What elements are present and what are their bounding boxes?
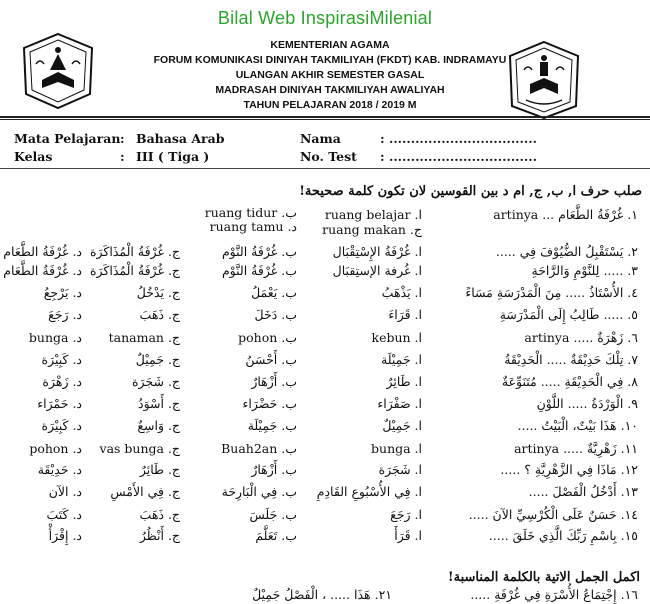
option-a: ا. قَرَاءَ — [388, 307, 422, 322]
section2-instruction: اكمل الجمل الاتية بالكلمة المناسبة! — [447, 570, 640, 585]
option-c: ج. غُرْفَةُ الْمُذَاكَرَة — [89, 244, 180, 259]
subject-label: Mata Pelajaran — [14, 131, 121, 146]
question-16: ١٦. إِجْتِمَاعُ الأُسْرَةِ فِي غُرْفَةِ ..... — [470, 587, 638, 602]
option-b: ب. غُرْفَةُ النَّوْم — [221, 244, 297, 259]
option-c: ج. ذَهَبَ — [139, 307, 180, 322]
question-text: ٩. الْوَرْدَةُ ..... اللَّوْنِ — [536, 396, 638, 411]
option-b: ب. Buah2an — [221, 441, 297, 456]
name-field: : .................................. — [380, 131, 537, 146]
test-number-label: No. Test — [300, 149, 357, 164]
header-line-forum: FORUM KOMUNIKASI DINIYAH TAKMILIYAH (FKDT) KAB. INDRAMAYU — [153, 54, 507, 66]
header-divider-thin — [0, 119, 650, 120]
option-d: د. حَمْرَاء — [37, 396, 82, 411]
watermark-text: Bilal Web InspirasiMilenial — [217, 8, 433, 28]
question-text: ١٠. هَذَا بَيْتٌ، الْبَيْتُ ..... — [517, 418, 638, 433]
class-label: Kelas — [14, 149, 53, 164]
question-text: ٢. يَسْتَقْبِلُ الضُّيُوْفَ فِي ..... — [495, 244, 638, 259]
option-d: د. يَرْجِعُ — [43, 285, 82, 300]
info-divider — [0, 168, 650, 169]
name-label: Nama — [300, 131, 341, 146]
option-a: ا. غُرْفَةُ الإِسْتِقْبَال — [332, 244, 422, 259]
option-b: ب. pohon — [238, 330, 297, 345]
subject-sep: : — [120, 131, 125, 146]
option-c: ج. وَاسِعٌ — [137, 418, 180, 433]
kemenag-logo — [20, 30, 96, 110]
option-b: ب. حَضْرَاء — [242, 396, 297, 411]
option-a: ا. رَجَعَ — [390, 507, 422, 522]
option-b: ب. أَزْهَارٌ — [251, 462, 297, 477]
option-b: ب. ruang tidur — [204, 205, 297, 220]
option-a: ا. جَمِيْلَة — [381, 352, 422, 367]
question-text: ٦. زَهْرَةٌ ..... artinya — [524, 330, 638, 345]
class-sep: : — [120, 149, 125, 164]
option-b: ب. يَعْمَلُ — [251, 285, 297, 300]
option-c: ج. شَجَرَة — [131, 374, 180, 389]
class-value: III ( Tiga ) — [136, 149, 210, 164]
document-header — [110, 38, 550, 113]
question-text: ١٥. بِاسْمِ رَبِّكَ الَّذِي خَلَقَ ..... — [488, 528, 638, 543]
question-text: ١٣. أَدْخُلُ الْفَصْلَ ..... — [528, 484, 638, 499]
option-d: د. زَهْرَة — [42, 374, 82, 389]
header-line-ministry: KEMENTERIAN AGAMA — [270, 39, 390, 51]
option-d: د. غُرْفَةُ الطَّعَام — [3, 244, 82, 259]
option-b: ب. دَخَلَ — [254, 307, 297, 322]
option-d: د. ruang tamu — [209, 219, 297, 234]
option-b: ب. جَلَسَ — [249, 507, 297, 522]
test-number-field: : .................................. — [380, 149, 537, 164]
option-a: ا. جَمِيْلٌ — [382, 418, 422, 433]
section1-instruction: صلب حرف ا, ب, ج, ام د بين القوسين لان تكون كلمة صحيحة! — [299, 184, 642, 199]
option-c: ج. أَسْوَدُ — [138, 396, 180, 411]
question-text: ٣. ..... لِلنَّوْمِ وَالرَّاحَةِ — [531, 263, 638, 278]
option-d: د. رَجَعَ — [48, 307, 82, 322]
option-d: د. كَبِيْرَة — [41, 418, 82, 433]
option-a: ا. غُرفة الإستِقبَال — [332, 263, 422, 278]
option-d: د. الآن — [48, 484, 82, 499]
option-c: ج. يَدْخُلُ — [136, 285, 180, 300]
option-b: ب. جَمِيْلَة — [247, 418, 297, 433]
option-a: ا. ruang belajar — [324, 207, 422, 222]
option-a: ا. فِي الأُسْبُوعِ القَادِمِ — [316, 484, 422, 499]
option-b: ب. أَزْهَارٌ — [251, 374, 297, 389]
option-a: ا. طَائِرٌ — [386, 374, 422, 389]
option-c: ج. vas bunga — [99, 441, 180, 456]
question-text: ١٤. حَسَنٌ عَلَى الْكُرْسِيِّ الآنَ ..... — [468, 507, 638, 522]
question-text: ١٢. مَاذَا فِي الزَّهْرِيَّةِ ؟ ..... — [500, 462, 638, 477]
option-a: ا. bunga — [371, 441, 422, 456]
question-text: ١١. زَهْرِيَّةٌ ..... artinya — [514, 441, 638, 456]
header-line-exam: ULANGAN AKHIR SEMESTER GASAL — [235, 69, 425, 81]
option-b: ب. أَحْسَنُ — [245, 352, 297, 367]
option-d: د. كَبِيْرَة — [41, 352, 82, 367]
option-d: د. bunga — [28, 330, 82, 345]
option-a: ا. صَفْرَاء — [377, 396, 422, 411]
question-text: ٤. الأُسْتَاذُ ..... مِنَ الْمَدْرَسَةِ مَسَاءً — [465, 285, 638, 300]
option-c: ج. ذَهَبَ — [139, 507, 180, 522]
option-c: ج. جَمِيْلٌ — [135, 352, 180, 367]
option-c: ج. أَنْظُرُ — [139, 528, 180, 543]
option-b: ب. تَعَلَّمَ — [255, 528, 297, 543]
question-21: ٢١. هَذَا ..... ، الْفَصْلُ جَمِيْلٌ — [252, 587, 392, 602]
option-b: ب. فِي الْبَارِحَة — [221, 484, 297, 499]
option-c: ج. فِي الأَمْسِ — [110, 484, 180, 499]
option-c: ج. غُرْفَةُ الْمُذَاكَرَة — [89, 263, 180, 278]
question-text: ٥. ..... طَالِبُ إِلَى الْمَدْرَسَةِ — [499, 307, 638, 322]
option-d: د. إِقْرَأْ — [48, 528, 82, 543]
option-c: ج. tanaman — [108, 330, 180, 345]
question-text: ٧. تِلْكَ حَدِيْقَةٌ ..... الْحَدِيْقَةُ — [504, 352, 638, 367]
option-a: ا. kebun — [371, 330, 422, 345]
option-a: ا. شَجَرَة — [378, 462, 422, 477]
question-text: ١. غُرْفَةُ الطَّعَام ... artinya — [493, 207, 638, 222]
header-line-year: TAHUN PELAJARAN 2018 / 2019 M — [243, 99, 417, 111]
option-d: د. pohon — [29, 441, 82, 456]
option-d: د. حَدِيْقَة — [37, 462, 82, 477]
option-a: ا. قَرَأَ — [394, 528, 422, 543]
option-a: ا. يَذْهَبُ — [381, 285, 422, 300]
option-c: ج. طَائِرٌ — [139, 462, 180, 477]
header-divider — [0, 116, 650, 118]
option-b: ب. غُرْفَةُ النَّوْم — [221, 263, 297, 278]
option-d: د. كَتَبَ — [46, 507, 82, 522]
option-d: د. غُرْفَةُ الطَّعَام — [3, 263, 82, 278]
option-c: ج. ruang makan — [322, 222, 422, 237]
subject-value: Bahasa Arab — [136, 131, 225, 146]
question-text: ٨. فِي الْحَدِيْقَةِ ..... مُتَنَوِّعَةٌ — [501, 374, 638, 389]
header-line-madrasah: MADRASAH DINIYAH TAKMILIYAH AWALIYAH — [215, 84, 445, 96]
